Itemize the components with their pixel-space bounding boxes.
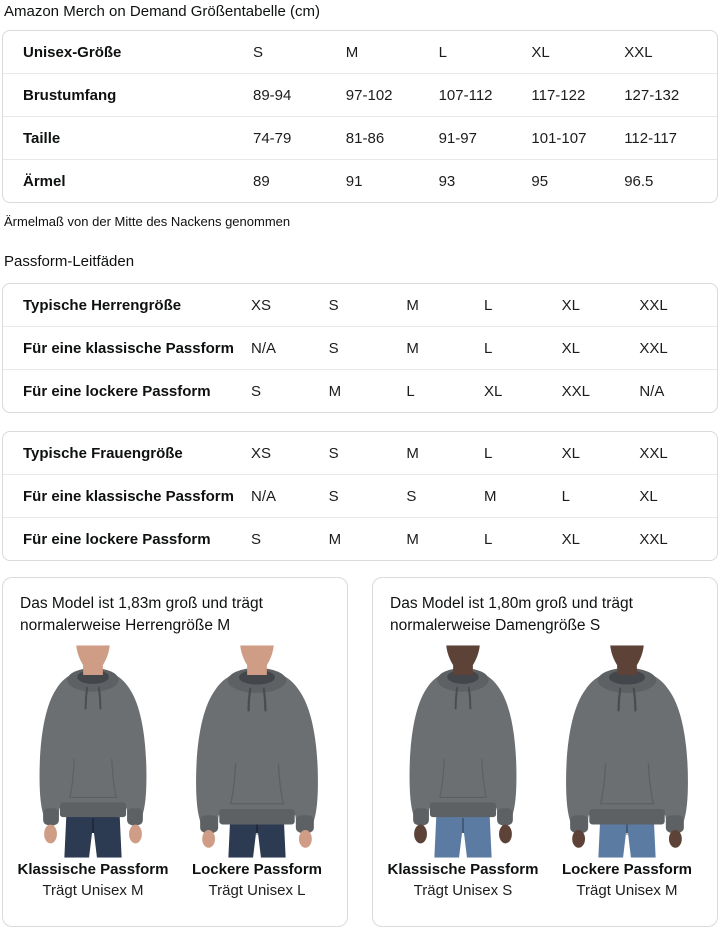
men-fit-table [2,283,718,413]
row-label: Unisex-Größe [23,43,122,61]
table-cell: S [251,530,262,548]
table-cell: 91 [345,172,363,190]
table-cell: 127-132 [624,86,680,104]
table-cell: M [406,296,419,314]
table-cell: XXL [639,530,668,548]
table-cell: S [328,339,339,357]
table-cell: M [345,43,359,61]
table-row [3,517,717,560]
table-cell: L [561,487,570,505]
size-worn-label: Trägt Unisex M [42,881,144,899]
photo-loose-fit [175,645,339,899]
table-row [3,326,717,369]
table-cell: 74-79 [253,129,292,147]
size-worn-label: Trägt Unisex L [208,881,306,899]
table-cell: N/A [251,487,277,505]
fit-label: Lockere Passform [191,860,323,878]
table-cell: S [251,382,262,400]
photo-classic-fit [11,645,175,899]
table-cell: 112-117 [624,129,678,147]
table-cell: XXL [639,444,668,462]
table-cell: 96.5 [624,172,654,190]
table-cell: L [438,43,447,61]
table-cell: XL [639,487,658,505]
row-label: Für eine lockere Passform [23,382,211,400]
table-cell: 117-122 [531,86,586,104]
table-cell: 89 [253,172,270,190]
table-cell: XXL [624,43,653,61]
row-label: Für eine klassische Passform [23,487,234,505]
row-label: Für eine klassische Passform [23,339,234,357]
size-worn-label: Trägt Unisex M [576,881,678,899]
table-cell: N/A [639,382,665,400]
table-row [3,284,717,326]
table-cell: L [483,530,493,548]
table-cell: 95 [531,172,549,190]
table-cell: 97-102 [345,86,393,104]
fit-label: Klassische Passform [387,860,539,878]
table-cell: M [483,487,497,505]
table-cell: N/A [251,339,277,357]
row-label: Typische Frauengröße [23,444,183,462]
row-label: Für eine lockere Passform [23,530,211,548]
table-row [3,432,717,474]
table-row [3,73,717,116]
table-cell: M [406,530,419,548]
female-model-classic-fit-photo [384,645,542,858]
table-cell: XL [531,43,550,61]
table-cell: 93 [438,172,456,190]
fit-label: Klassische Passform [17,860,169,878]
table-cell: L [483,444,493,462]
row-label: Typische Herrengröße [23,296,182,314]
row-label: Brustumfang [23,86,117,104]
table-cell: S [406,487,417,505]
unisex-size-table [2,30,718,203]
page-title: Amazon Merch on Demand Größentabelle (cm) [4,3,320,20]
table-cell: S [328,444,339,462]
row-label: Taille [23,129,61,147]
female-model-loose-fit-photo [548,645,706,858]
table-cell: XS [251,296,272,314]
fit-label: Lockere Passform [561,860,693,878]
model-card-men [2,577,348,927]
table-cell: M [406,444,419,462]
table-cell: M [328,382,342,400]
model-photos [11,645,339,899]
table-row [3,474,717,517]
size-worn-label: Trägt Unisex S [413,881,513,899]
table-cell: 91-97 [438,129,477,147]
table-cell: XS [251,444,272,462]
table-cell: 101-107 [531,129,587,147]
table-cell: M [406,339,419,357]
model-description: Das Model ist 1,80m groß und trägt normalerweise Damengröße S [390,595,633,635]
table-cell: L [483,296,493,314]
women-fit-table [2,431,718,561]
sleeve-measure-note: Ärmelmaß von der Mitte des Nackens genommen [4,214,291,229]
table-row [3,31,717,73]
row-label: Ärmel [23,172,66,190]
table-cell: L [406,382,415,400]
table-cell: 89-94 [253,86,292,104]
table-cell: XL [561,444,581,462]
model-photos [381,645,709,899]
table-cell: L [483,339,493,357]
table-cell: S [328,296,339,314]
table-cell: XL [561,339,581,357]
table-cell: S [328,487,339,505]
table-cell: XL [561,530,581,548]
photo-classic-fit [381,645,545,899]
table-cell: XXL [561,382,591,400]
table-cell: 107-112 [438,86,493,104]
table-row [3,159,717,202]
table-cell: XL [483,382,503,400]
table-cell: XXL [639,339,668,357]
table-cell: XL [561,296,581,314]
male-model-classic-fit-photo [14,645,172,858]
model-description: Das Model ist 1,83m groß und trägt normalerweise Herrengröße M [20,595,263,635]
fit-guides-heading: Passform-Leitfäden [4,253,135,270]
table-cell: M [328,530,342,548]
model-card-women [372,577,718,927]
table-cell: S [253,43,264,61]
male-model-loose-fit-photo [178,645,336,858]
table-row [3,116,717,159]
table-cell: 81-86 [345,129,385,147]
table-row [3,369,717,412]
photo-loose-fit [545,645,709,899]
model-cards [2,577,718,927]
table-cell: XXL [639,296,668,314]
